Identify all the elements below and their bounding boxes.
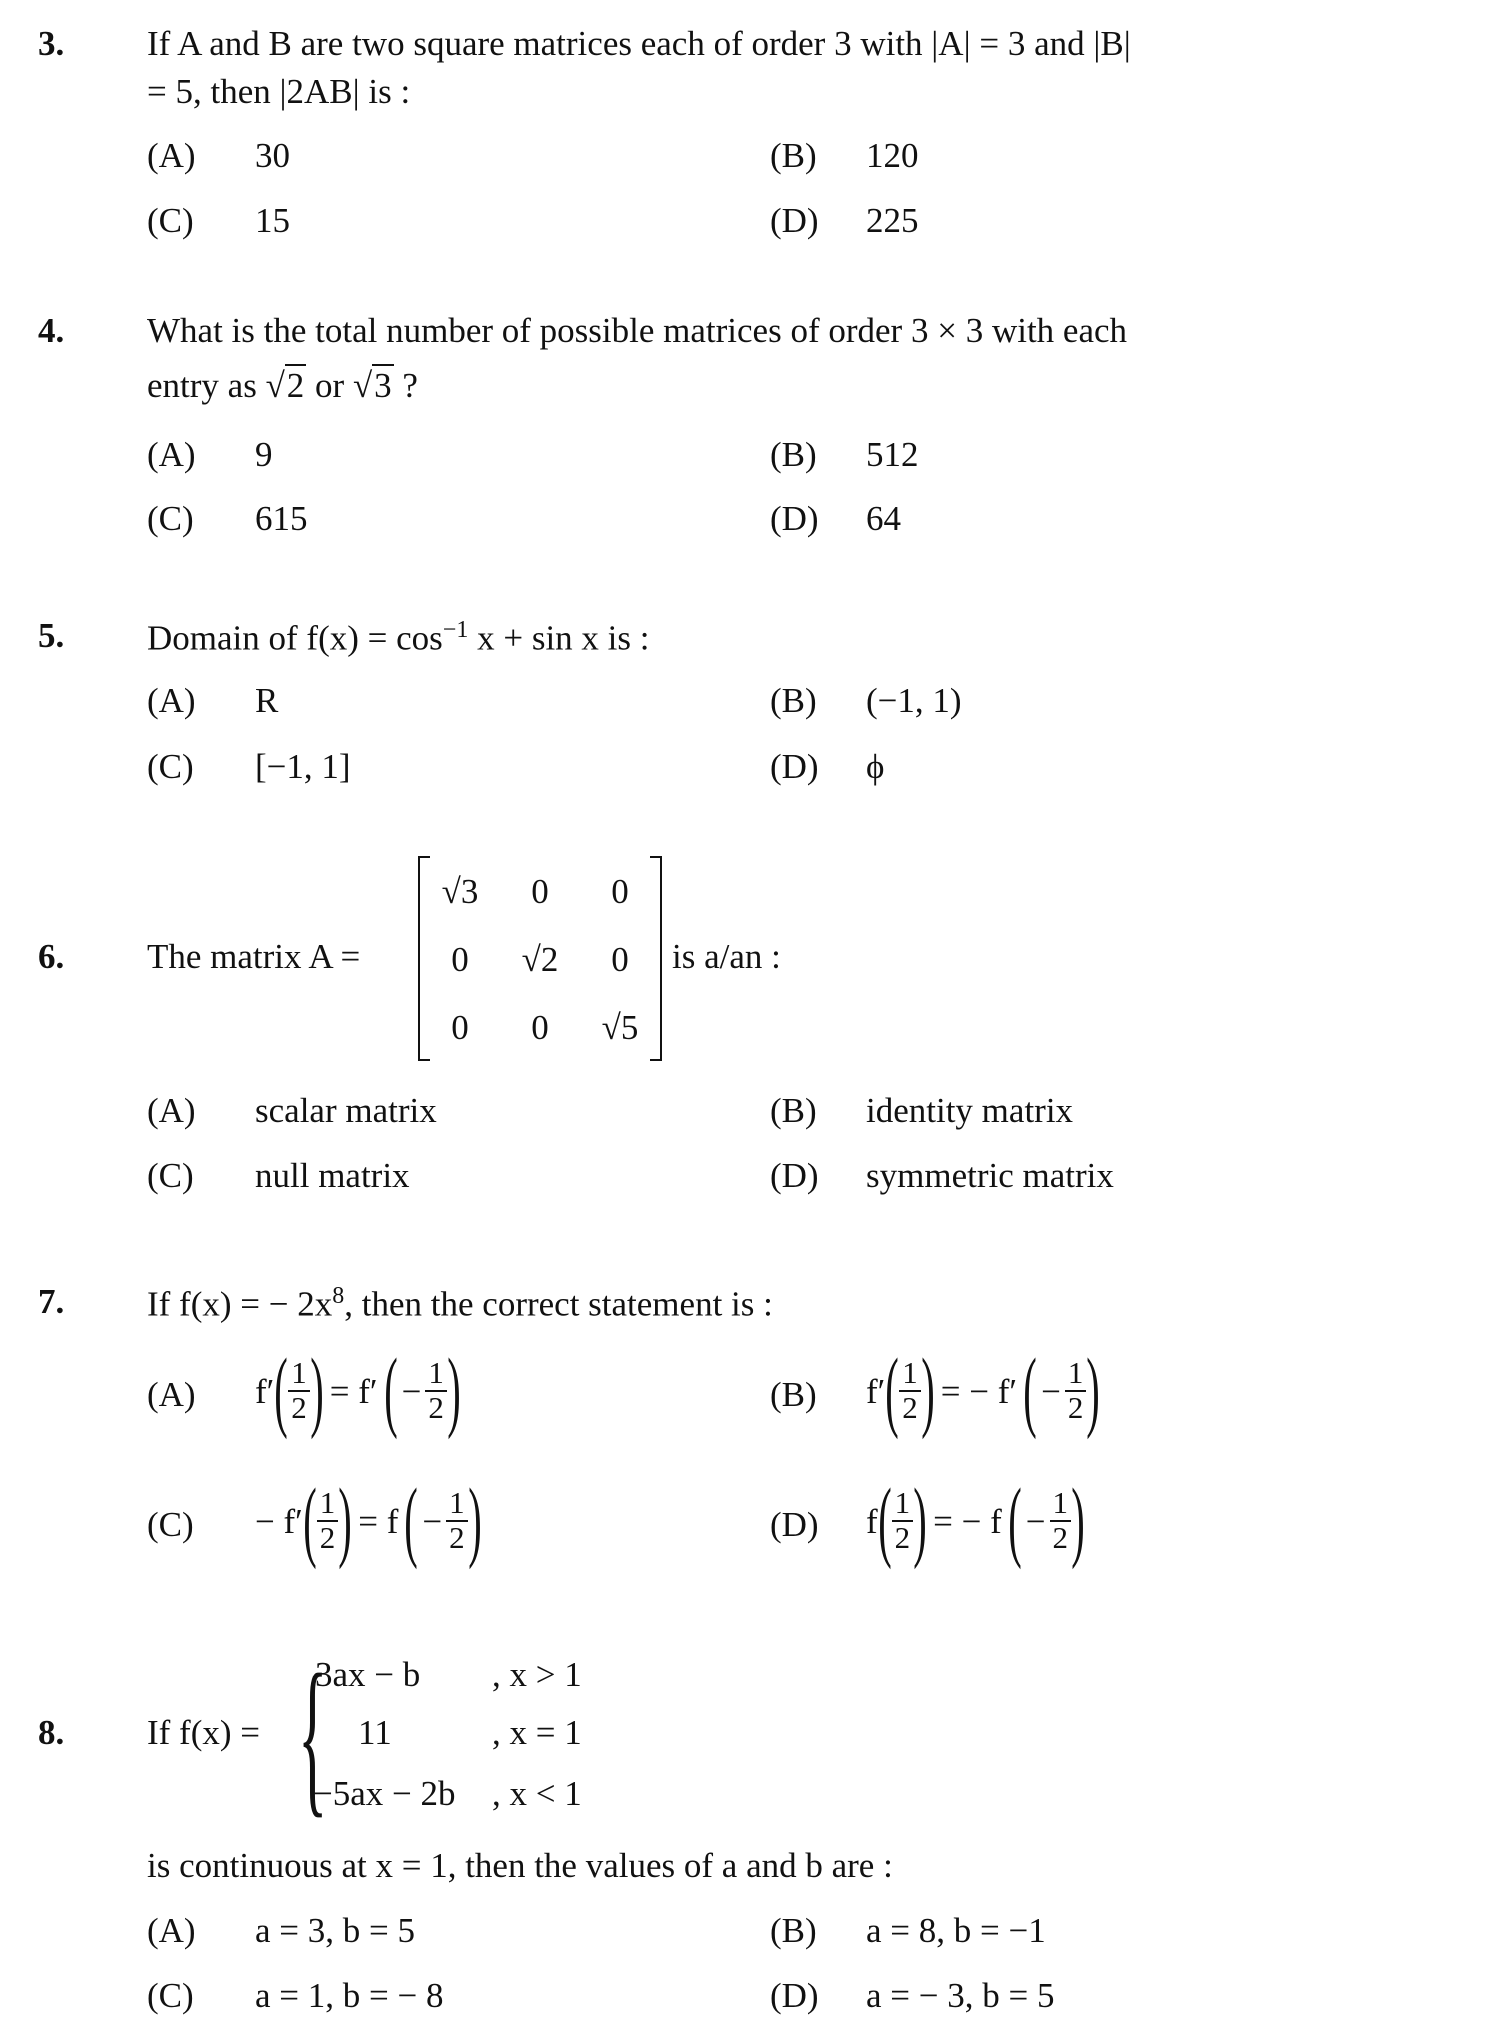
option-label: (C): [147, 499, 194, 538]
left-brace: {: [298, 1638, 328, 1832]
option-text: R: [255, 681, 279, 720]
option-label: (B): [770, 1375, 817, 1414]
option-label: (C): [147, 1976, 194, 2015]
left-paren: (: [303, 1471, 317, 1570]
question-number: 8.: [38, 1713, 65, 1752]
option-expression: [866, 1471, 1085, 1570]
matrix-cell: 0: [451, 940, 469, 979]
minus-sign: −: [422, 1501, 443, 1541]
denominator: 2: [449, 1520, 465, 1555]
option-text: a = − 3, b = 5: [866, 1976, 1055, 2015]
option-label: (C): [147, 747, 194, 786]
option-label: (D): [770, 499, 819, 538]
option-expression: [866, 1341, 1101, 1440]
relation: = f: [358, 1501, 399, 1541]
fraction: [899, 1357, 921, 1424]
option-label: (B): [770, 681, 817, 720]
text: , then the correct statement is :: [344, 1284, 773, 1324]
right-paren: ): [467, 1471, 482, 1570]
numerator: 1: [1065, 1357, 1087, 1392]
denominator: 2: [291, 1390, 307, 1425]
lhs-function: − f′: [255, 1501, 303, 1541]
case-condition: , x < 1: [492, 1774, 582, 1813]
right-paren: ): [921, 1341, 935, 1440]
denominator: 2: [1067, 1390, 1084, 1425]
option-text: 225: [866, 201, 919, 240]
right-paren: ): [1071, 1471, 1085, 1570]
option-label: (A): [147, 1375, 196, 1414]
question-number: 6.: [38, 937, 65, 976]
fraction: [1065, 1357, 1087, 1424]
option-label: (A): [147, 435, 196, 474]
text: If f(x) = − 2x: [147, 1284, 333, 1324]
question-text: is continuous at x = 1, then the values of a and b are :: [147, 1846, 893, 1885]
numerator: 1: [899, 1357, 921, 1392]
numerator: 1: [317, 1487, 339, 1522]
left-paren: (: [404, 1471, 419, 1570]
option-label: (A): [147, 681, 196, 720]
option-text: symmetric matrix: [866, 1156, 1114, 1195]
fraction: [288, 1357, 310, 1424]
right-paren: ): [913, 1471, 927, 1570]
option-label: (A): [147, 136, 196, 175]
question-text: The matrix A =: [147, 937, 361, 976]
question-number: 7.: [38, 1282, 65, 1321]
option-label: (A): [147, 1091, 196, 1130]
option-label: (D): [770, 747, 819, 786]
fraction: [1050, 1487, 1072, 1554]
question-number: 3.: [38, 24, 65, 63]
matrix-cell: 0: [531, 872, 549, 911]
option-label: (C): [147, 1505, 194, 1544]
option-label: (D): [770, 1505, 819, 1544]
case-expression: 3ax − b: [315, 1655, 421, 1694]
numerator: 1: [288, 1357, 310, 1392]
relation: = f′: [329, 1371, 378, 1411]
minus-sign: −: [401, 1371, 422, 1411]
matrix-cell: 0: [611, 872, 629, 911]
matrix-a: [418, 856, 662, 1061]
text: ?: [402, 366, 418, 405]
case-condition: , x > 1: [492, 1655, 582, 1694]
text: or: [315, 366, 345, 405]
option-text: scalar matrix: [255, 1091, 437, 1130]
option-label: (B): [770, 136, 817, 175]
text: Domain of f(x) = cos: [147, 618, 443, 658]
left-paren: (: [1008, 1471, 1022, 1570]
denominator: 2: [902, 1390, 918, 1425]
option-label: (B): [770, 1911, 817, 1950]
case-expression: −5ax − 2b: [313, 1774, 456, 1813]
superscript: 8: [332, 1283, 345, 1309]
right-paren: ): [310, 1341, 324, 1440]
fraction: [425, 1357, 447, 1424]
question-text: = 5, then |2AB| is :: [147, 72, 411, 111]
option-label: (D): [770, 1976, 819, 2015]
option-text: 9: [255, 435, 273, 474]
case-expression: 11: [358, 1713, 392, 1752]
matrix-cell: 0: [531, 1008, 549, 1047]
question-text: [147, 368, 418, 403]
fraction: [317, 1487, 339, 1554]
right-paren: ): [1086, 1341, 1101, 1440]
question-text: If f(x) =: [147, 1713, 261, 1752]
option-text: 15: [255, 201, 290, 240]
option-label: (D): [770, 1156, 819, 1195]
left-paren: (: [383, 1341, 398, 1440]
question-number: 4.: [38, 311, 65, 350]
option-expression: [255, 1471, 482, 1570]
numerator: 1: [446, 1487, 468, 1522]
question-text: is a/an :: [672, 937, 781, 976]
denominator: 2: [319, 1520, 336, 1555]
option-text: a = 1, b = − 8: [255, 1976, 444, 2015]
option-label: (B): [770, 1091, 817, 1130]
option-text: 30: [255, 136, 290, 175]
matrix-cell: √2: [521, 940, 559, 979]
option-text: null matrix: [255, 1156, 410, 1195]
option-label: (A): [147, 1911, 196, 1950]
text: x + sin x is :: [468, 618, 650, 658]
question-text: If A and B are two square matrices each of order 3 with |A| = 3 and |B|: [147, 24, 1131, 63]
minus-sign: −: [1025, 1501, 1046, 1541]
option-text: a = 3, b = 5: [255, 1911, 416, 1950]
left-paren: (: [274, 1341, 289, 1440]
left-paren: (: [885, 1341, 900, 1440]
sqrt: √3: [352, 366, 392, 405]
option-label: (D): [770, 201, 819, 240]
question-number: 5.: [38, 616, 65, 655]
option-text: 120: [866, 136, 919, 175]
option-text: a = 8, b = −1: [866, 1911, 1046, 1950]
relation: = − f: [933, 1501, 1002, 1541]
matrix-cell: 0: [611, 940, 629, 979]
option-text: ϕ: [866, 747, 885, 786]
right-paren: ): [447, 1341, 461, 1440]
option-label: (C): [147, 201, 194, 240]
numerator: 1: [425, 1357, 447, 1392]
option-label: (B): [770, 435, 817, 474]
left-paren: (: [1023, 1341, 1037, 1440]
radicand: 2: [286, 366, 305, 405]
matrix-cell: 0: [451, 1008, 469, 1047]
denominator: 2: [428, 1390, 444, 1425]
relation: = − f′: [940, 1371, 1018, 1411]
lhs-function: f′: [255, 1371, 275, 1411]
lhs-function: f′: [866, 1371, 886, 1411]
option-text: 64: [866, 499, 901, 538]
option-text: identity matrix: [866, 1091, 1074, 1130]
denominator: 2: [894, 1520, 911, 1555]
option-text: 615: [255, 499, 308, 538]
matrix-cell: √5: [601, 1008, 639, 1047]
lhs-function: f: [866, 1501, 878, 1541]
option-text: (−1, 1): [866, 681, 962, 720]
denominator: 2: [1052, 1520, 1068, 1555]
numerator: 1: [892, 1487, 914, 1522]
fraction: [446, 1487, 468, 1554]
right-paren: ): [338, 1471, 353, 1570]
question-text: [147, 1284, 773, 1322]
option-text: 512: [866, 435, 919, 474]
text: entry as: [147, 366, 257, 405]
superscript: −1: [442, 617, 469, 643]
option-expression: [255, 1341, 461, 1440]
question-text: [147, 618, 649, 656]
fraction: [892, 1487, 914, 1554]
radicand: 3: [374, 366, 392, 405]
left-paren: (: [877, 1471, 892, 1570]
option-label: (C): [147, 1156, 194, 1195]
minus-sign: −: [1041, 1371, 1061, 1411]
numerator: 1: [1050, 1487, 1072, 1522]
sqrt: √2: [265, 366, 305, 405]
matrix-cell: √3: [441, 872, 479, 911]
question-text: What is the total number of possible matrices of order 3 × 3 with each: [147, 311, 1128, 350]
option-text: [−1, 1]: [255, 747, 351, 786]
case-condition: , x = 1: [492, 1713, 582, 1752]
